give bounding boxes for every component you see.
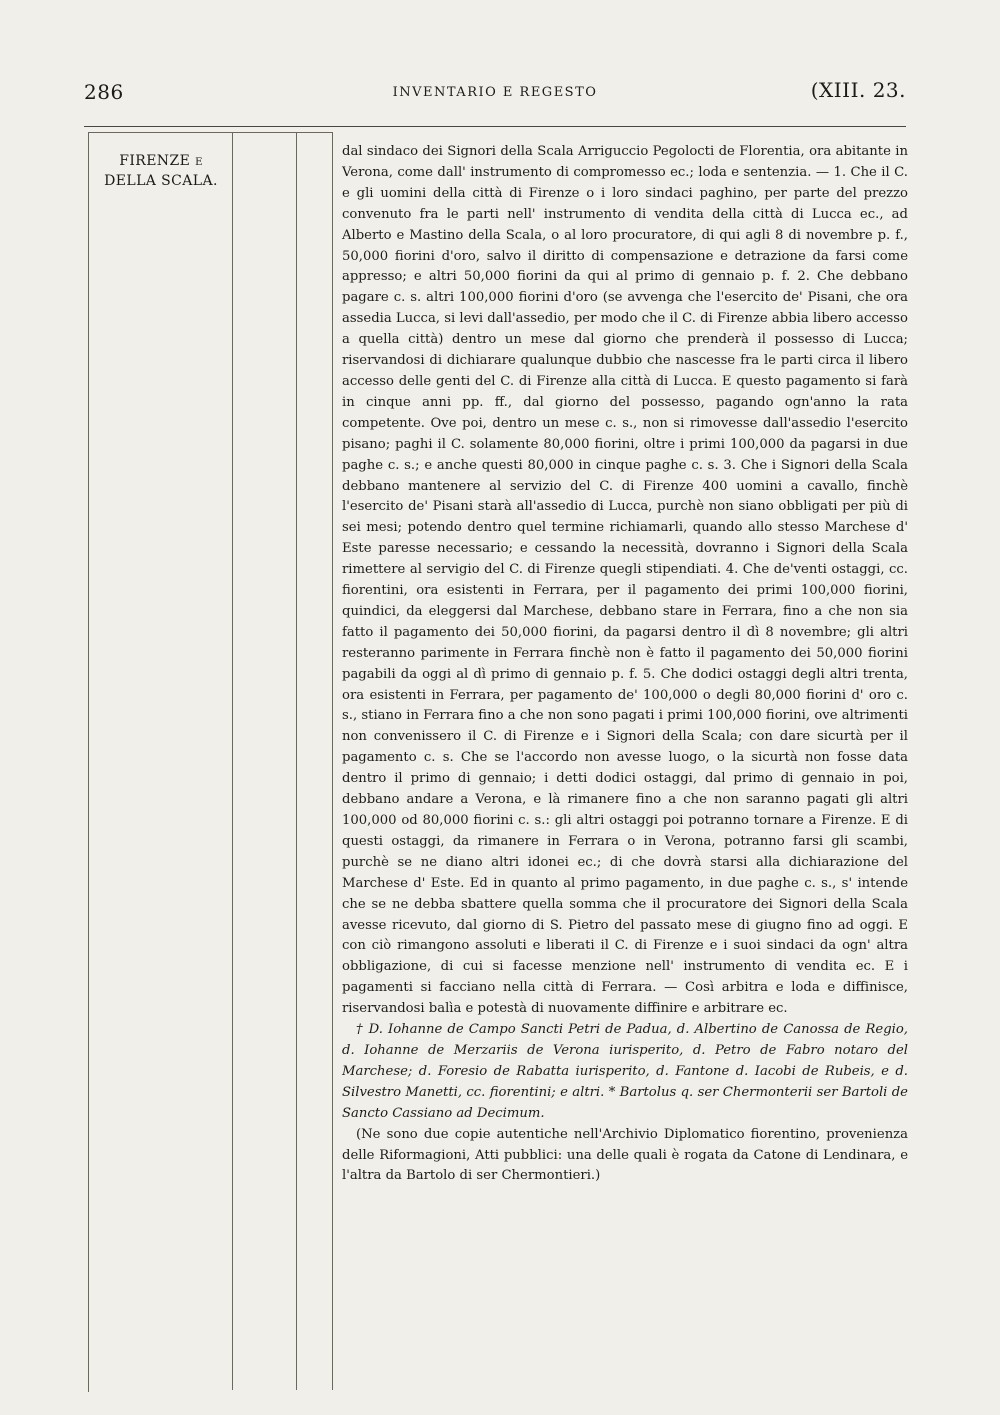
body-text bbox=[342, 142, 908, 1187]
section-reference: (XIII. 23. bbox=[810, 78, 906, 102]
margin-label-line2: DELLA SCALA. bbox=[104, 173, 218, 189]
running-title: INVENTARIO E REGESTO bbox=[392, 85, 598, 100]
column-rule-c bbox=[332, 132, 333, 1390]
column-rule-b bbox=[296, 132, 297, 1390]
page-number: 286 bbox=[84, 80, 124, 104]
column-rule-a bbox=[232, 132, 233, 1390]
main-paragraph: dal sindaco dei Signori della Scala Arriguccio Pegolocti de Florentia, ora abitante in Verona, come dall' instrumento di compromesso ec.; loda e sentenzia. — 1. Che il C. e gli uomini della città di Firenze o i loro sindaci paghino, per parte del prezzo convenuto fra le parti nell' instrumento di vendita della città di Lucca ec., ad Alberto e Mastino della Scala, o al loro procuratore, di qui agli 8 di novembre p. f., 50,000 fiorini d'oro, salvo il diritto di compensazione e detrazione da farsi come appresso; e altri 50,000 fiorini da qui al primo di gennaio p. f. 2. Che debbano pagare c. s. altri 100,000 fiorini d'oro (se avvenga che l'esercito de' Pisani, che ora assedia Lucca, si levi dall'assedio, per modo che il C. di Firenze abbia libero accesso a quella città) dentro un mese dal giorno che prenderà il possesso di Lucca; riservandosi di dichiarare qualunque dubbio che nascesse fra le parti circa il libero accesso delle genti del C. di Firenze alla città di Lucca. E questo pagamento si farà in cinque anni pp. ff., dal giorno del possesso, pagando ogn'anno la rata competente. Ove poi, dentro un mese c. s., non si rimovesse dall'assedio l'esercito pisano; paghi il C. solamente 80,000 fiorini, oltre i primi 100,000 da pagarsi in due paghe c. s.; e anche questi 80,000 in cinque paghe c. s. 3. Che i Signori della Scala debbano mantenere al servizio del C. di Firenze 400 uomini a cavallo, finchè l'esercito de' Pisani starà all'assedio di Lucca, purchè non siano obbligati per più di sei mesi; potendo dentro quel termine richiamarli, quando allo stesso Marchese d' Este paresse necessario; e cessando la necessità, dovranno i Signori della Scala rimettere al servigio del C. di Firenze quegli stipendiati. 4. Che de'venti ostaggi, cc. fiorentini, ora esistenti in Ferrara, per il pagamento dei primi 100,000 fiorini, quindici, da eleggersi dal Marchese, debbano stare in Ferrara, fino a che non sia fatto il pagamento dei 50,000 fiorini, da pagarsi dentro il dì 8 novembre; gli altri resteranno parimente in Ferrara finchè non è fatto il pagamento dei 50,000 fiorini pagabili da oggi al dì primo di gennaio p. f. 5. Che dodici ostaggi degli altri trenta, ora esistenti in Ferrara, per pagamento de' 100,000 o degli 80,000 fiorini d' oro c. s., stiano in Ferrara fino a che non sono pagati i primi 100,000 fiorini, ove altrimenti non convenissero il C. di Firenze e i Signori della Scala; con dare sicurtà per il pagamento c. s. Che se l'accordo non avesse luogo, o la sicurtà non fosse data dentro il primo di gennaio; i detti dodici ostaggi, dal primo di gennaio in poi, debbano andare a Verona, e là rimanere fino a che non saranno pagati gli altri 100,000 od 80,000 fiorini c. s.: gli altri ostaggi poi potranno tornare a Firenze. E di questi ostaggi, da rimanere in Ferrara o in Verona, potranno farsi gli scambi, purchè se ne diano altri idonei ec.; di che dovrà starsi alla dichiarazione del Marchese d' Este. Ed in quanto al primo pagamento, in due paghe c. s., s' intende che se ne debba sbattere quella somma che il procuratore dei Signori della Scala avesse ricevuto, dal giorno di S. Pietro del passato mese di giugno fino ad oggi. E con ciò rimangono assoluti e liberati il C. di Firenze e i suoi sindaci da ogn' altra obbligazione, di cui si facesse menzione nell' instrumento di vendita ec. E i pagamenti si facciano nella città di Ferrara. — Così arbitra e loda e diffinisce, riservandosi balìa e potestà di nuovamente diffinire e arbitrare ec. bbox=[342, 144, 908, 1017]
margin-label-line1: FIRENZE bbox=[119, 153, 191, 169]
margin-label-conjunction: E bbox=[195, 157, 203, 168]
column-rule-left-edge bbox=[88, 132, 89, 1392]
header-rule bbox=[84, 126, 906, 127]
witnesses-paragraph: † D. Iohanne de Campo Sancti Petri de Padua, d. Albertino de Canossa de Regio, d. Iohanne de Merzariis de Verona iurisperito, d. Petro de Fabro notaro del Marchese; d. Foresio de Rabatta iurisperito, d. Fantone d. Iacobi de Rubeis, e d. Silvestro Manetti, cc. fiorentini; e altri. * Bartolus q. ser Chermonterii ser Bartoli de Sancto Cassiano ad Decimum. bbox=[342, 1022, 908, 1121]
archive-note: (Ne sono due copie autentiche nell'Archivio Diplomatico fiorentino, provenienza delle Riformagioni, Atti pubblici: una delle quali è rogata da Catone di Lendinara, e l'altra da Bartolo di ser Chermontieri.) bbox=[342, 1126, 908, 1184]
page-header bbox=[84, 78, 906, 118]
margin-label bbox=[92, 152, 230, 191]
